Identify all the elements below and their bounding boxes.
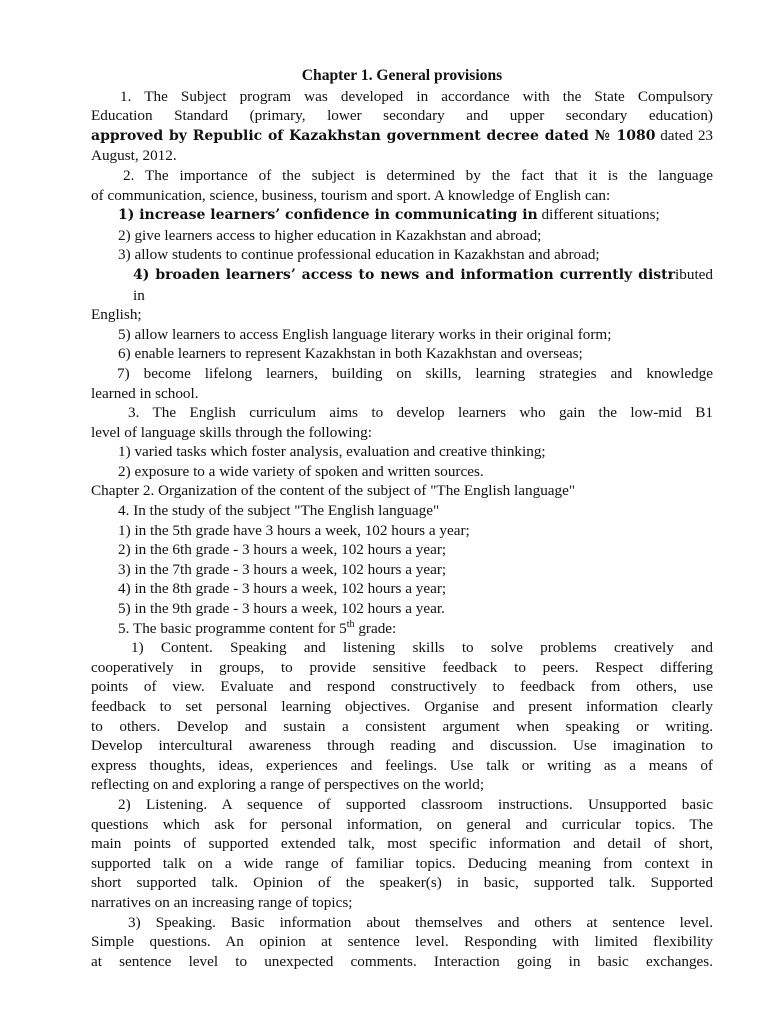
p2-item-7: 7) become lifelong learners, building on skills, learning strategies and knowledge (117, 364, 713, 382)
p2-item-5: 5) allow learners to access English language literary works in their original form; (118, 325, 612, 343)
p2-item-6: 6) enable learners to represent Kazakhstan in both Kazakhstan and overseas; (118, 345, 583, 363)
p5-line-1-pre: 5. The basic programme content for 5 (118, 619, 347, 637)
p3-line-1: 3. The English curriculum aims to develop learners who gain the low-mid B1 (128, 404, 713, 422)
content-line-3: points of view. Evaluate and respond constructively to feedback from others, use (91, 678, 713, 696)
content-line-5: to others. Develop and sustain a consistent argument when speaking or writing. (91, 717, 713, 735)
p2-line-1: 2. The importance of the subject is determined by the fact that it is the language (123, 166, 713, 184)
listening-line-6: narratives on an increasing range of topics; (91, 893, 353, 911)
p2-item-1 (91, 205, 713, 226)
p2-item-4 (91, 265, 713, 305)
p1-line-1: 1. The Subject program was developed in accordance with the State Compulsory (120, 87, 713, 105)
p3-line-2: level of language skills through the following: (91, 423, 372, 441)
p2-item-4-bold: 4) broaden learners’ access to news and information currently distr (133, 266, 676, 283)
p4-grade-6: 2) in the 6th grade - 3 hours a week, 102 hours a year; (118, 541, 447, 559)
p5-line-1-sup: th (346, 618, 355, 630)
document-page (91, 66, 713, 971)
content-line-4: feedback to set personal learning objectives. Organise and present information clearly (91, 698, 713, 715)
p5-line-1 (91, 619, 713, 639)
p1-line-3 (91, 126, 713, 147)
p2-item-7-cont: learned in school. (91, 384, 199, 402)
content-line-2: cooperatively in groups, to provide sensitive feedback to peers. Respect differing (91, 658, 713, 676)
content-line-6: Develop intercultural awareness through reading and discussion. Use imagination to (91, 737, 713, 755)
p4-grade-9: 5) in the 9th grade - 3 hours a week, 102 hours a year. (118, 600, 445, 618)
chapter-1-title: Chapter 1. General provisions (301, 67, 503, 84)
p3-item-2: 2) exposure to a wide variety of spoken and written sources. (118, 462, 484, 480)
listening-line-4: supported talk on a wide range of familiar topics. Deducing meaning from context in (91, 854, 713, 872)
p1-line-3-rest: dated 23 (655, 126, 714, 144)
p5-line-1-post: grade: (354, 619, 397, 637)
chapter-2-heading: Chapter 2. Organization of the content of the subject of "The English language" (91, 482, 576, 500)
listening-line-2: questions which ask for personal information, on general and curricular topics. The (91, 815, 713, 833)
p2-item-1-rest: different situations; (537, 206, 660, 224)
listening-line-5: short supported talk. Opinion of the speaker(s) in basic, supported talk. Supported (91, 874, 713, 892)
p2-item-4-rest: ibuted in (133, 265, 713, 304)
p4-grade-7: 3) in the 7th grade - 3 hours a week, 102 hours a year; (118, 560, 447, 578)
p2-item-1-bold: 1) increase learners’ confidence in communicating in (118, 207, 538, 224)
p1-line-3-bold: approved by Republic of Kazakhstan government decree dated № 1080 (91, 127, 656, 144)
p4-grade-8: 4) in the 8th grade - 3 hours a week, 102 hours a year; (118, 580, 447, 598)
content-line-1: 1) Content. Speaking and listening skills to solve problems creatively and (131, 639, 713, 657)
p2-item-2: 2) give learners access to higher education in Kazakhstan and abroad; (118, 226, 542, 244)
p4-grade-5: 1) in the 5th grade have 3 hours a week, 102 hours a year; (118, 521, 470, 539)
content-line-7: express thoughts, ideas, experiences and feelings. Use talk or writing as a means of (91, 756, 713, 774)
p2-item-4-cont: English; (91, 306, 142, 324)
p4-line-1: 4. In the study of the subject "The English language" (118, 502, 440, 520)
speaking-line-3: at sentence level to unexpected comments. Interaction going in basic exchanges. (91, 952, 713, 970)
p1-line-4: August, 2012. (91, 147, 177, 165)
p2-line-2: of communication, science, business, tourism and sport. A knowledge of English can: (91, 186, 611, 204)
listening-line-1: 2) Listening. A sequence of supported classroom instructions. Unsupported basic (118, 795, 713, 813)
p2-item-3: 3) allow students to continue professional education in Kazakhstan and abroad; (118, 246, 600, 264)
content-line-8: reflecting on and exploring a range of perspectives on the world; (91, 776, 485, 794)
p3-item-1: 1) varied tasks which foster analysis, evaluation and creative thinking; (118, 443, 546, 461)
listening-line-3: main points of supported extended talk, most specific information and detail of short, (91, 835, 713, 853)
speaking-line-1: 3) Speaking. Basic information about themselves and others at sentence level. (128, 913, 713, 931)
speaking-line-2: Simple questions. An opinion at sentence level. Responding with limited flexibility (91, 933, 713, 951)
p1-line-2: Education Standard (primary, lower secondary and upper secondary education) (91, 107, 713, 125)
